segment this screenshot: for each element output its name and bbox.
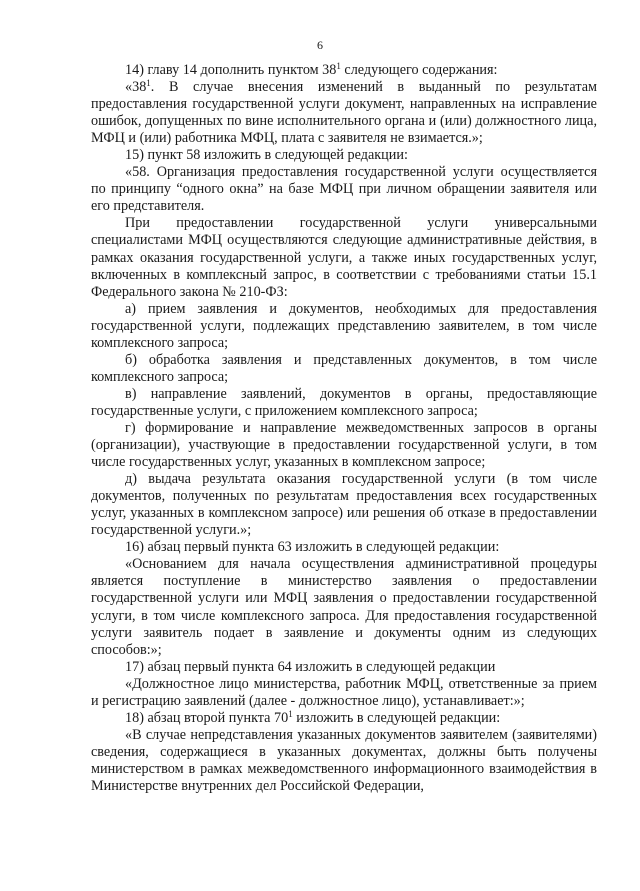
paragraph-sub-b: б) обработка заявления и представленных документов, в том числе комплексного запроса; [91,351,597,385]
paragraph-clause-63: «Основанием для начала осуществления административной процедуры является поступление в министерство заявления о предоставлении государственной услуги или МФЦ заявления о предоставлении государственной услуги, в том числе комплексного запроса. Для предоставления государственной услуги заявитель подает в заявление и документы одним из следующих способов:»; [91,556,597,658]
paragraph-text: 18) абзац второй пункта 70 [125,709,289,726]
paragraph-item-14 [91,62,597,79]
paragraph-mfc-actions: При предоставлении государственной услуги универсальными специалистами МФЦ осуществляются следующие административные действия, в рамках оказания государственной услуги, а также иных государственных услуг, включенных в комплексный запрос, в соответствии с требованиями статьи 15.1 Федерального закона № 210-ФЗ: [91,215,597,300]
paragraph-clause-64: «Должностное лицо министерства, работник МФЦ, ответственные за прием и регистрацию заявлений (далее - должностное лицо), устанавливает:»; [91,675,597,709]
paragraph-text: «38 [125,79,147,96]
document-body [91,62,597,795]
paragraph-sub-g: г) формирование и направление межведомственных запросов в органы (организации), участвующие в предоставлении государственной услуги, в том числе государственных услуг, указанных в комплексном запросе; [91,419,597,471]
paragraph-clause-58: «58. Организация предоставления государственной услуги осуществляется по принципу “одного окна” на базе МФЦ при личном обращении заявителя или его представителя. [91,164,597,215]
paragraph-clause-70-1: «В случае непредставления указанных документов заявителем (заявителями) сведения, содержащиеся в указанных документах, должны быть получены министерством в рамках межведомственного информационного взаимодействия в Министерстве внутренних дел Российской Федерации, [91,726,597,794]
paragraph-sub-a: а) прием заявления и документов, необходимых для предоставления государственной услуги, подлежащих представлению заявителем, в том числе комплексного запроса; [91,300,597,351]
paragraph-clause-38-1 [91,79,597,147]
paragraph-item-18 [91,710,597,727]
paragraph-item-15: 15) пункт 58 изложить в следующей редакции: [125,147,408,164]
superscript: 1 [336,61,341,71]
paragraph-text-tail: следующего содержания: [340,62,498,78]
paragraph-item-17: 17) абзац первый пункта 64 изложить в следующей редакции [125,658,496,675]
superscript: 1 [146,78,151,89]
paragraph-text-tail: изложить в следующей редакции: [292,709,501,726]
paragraph-item-16: 16) абзац первый пункта 63 изложить в следующей редакции: [125,539,500,556]
paragraph-sub-d: д) выдача результата оказания государственной услуги (в том числе документов, полученных по результатам предоставления всех государственных услуг, указанных в комплексном запросе) или решения об отказе в предоставлении государственной услуги.»; [91,471,597,539]
page-number: 6 [317,38,323,52]
paragraph-text-tail: . В случае внесения изменений в выданный по результатам предоставления государственной услуги документ, направленных на исправление ошибок, допущенных по вине исполнительного органа и (или) должностного лица, МФЦ и (или) работника МФЦ, плата с заявителя не взимается.»; [91,79,597,147]
paragraph-text: 14) главу 14 дополнить пунктом 38 [125,62,337,78]
paragraph-sub-v: в) направление заявлений, документов в органы, предоставляющие государственные услуги, с приложением комплексного запроса; [91,385,597,419]
superscript: 1 [288,708,293,719]
